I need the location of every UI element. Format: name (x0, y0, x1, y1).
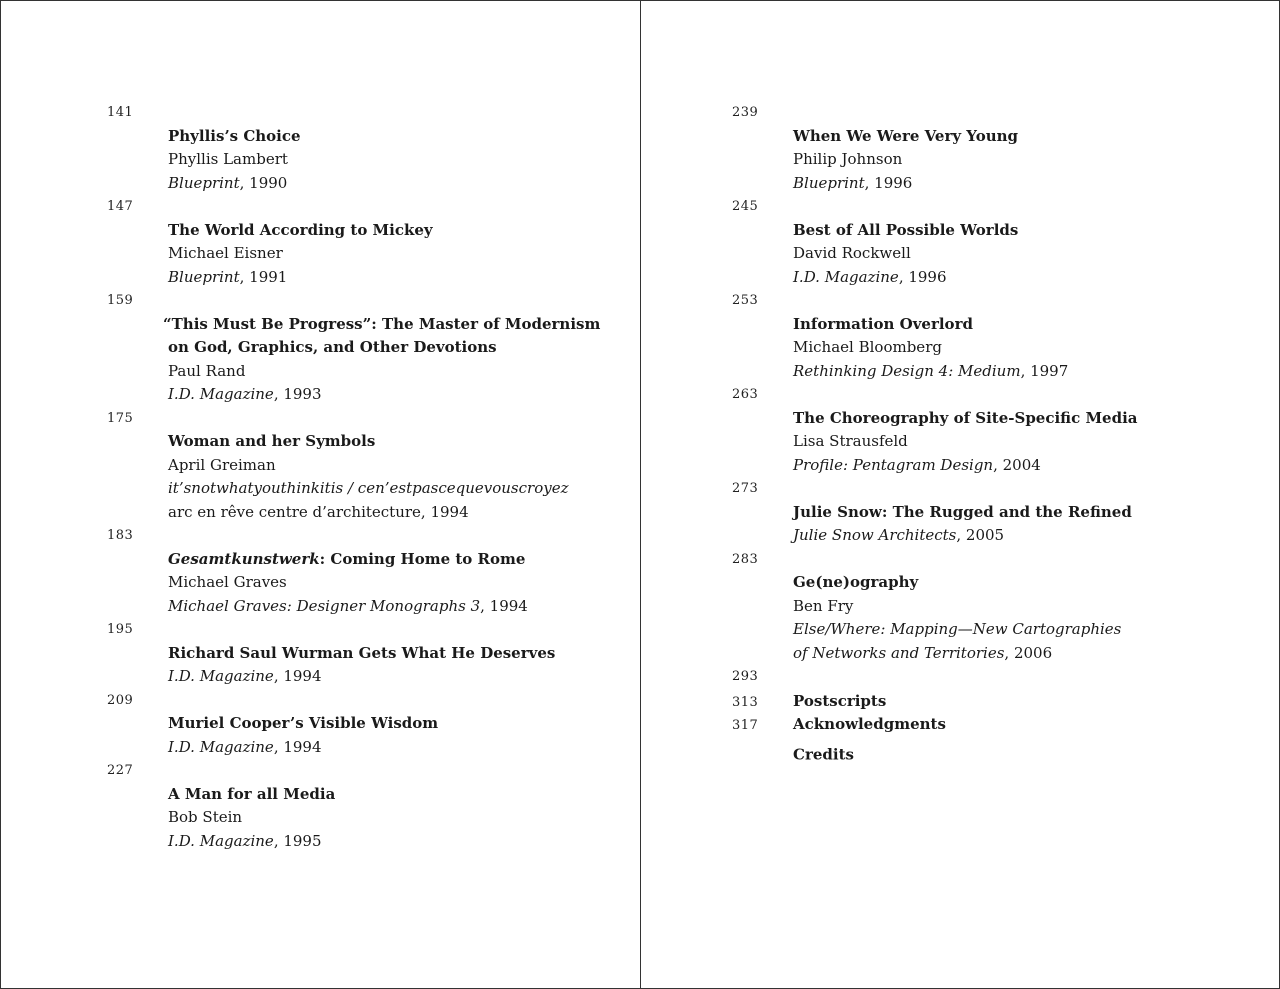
entry-publication (793, 360, 1138, 384)
entry-publication (168, 736, 600, 760)
publication-year: , 1991 (239, 267, 288, 286)
entry-publication-line-2 (793, 642, 1138, 666)
entry-author: Michael Bloomberg (793, 338, 942, 356)
entry-title (168, 548, 600, 572)
publication-name: Profile: Pentagram Design (793, 455, 994, 474)
toc-entry (107, 618, 600, 689)
publication-name-line-2: of Networks and Territories (793, 643, 1005, 662)
entry-title: Credits (793, 745, 854, 763)
page-number: 195 (107, 622, 134, 637)
entry-author: Michael Graves (168, 573, 287, 591)
entry-author: Michael Eisner (168, 244, 283, 262)
publication-name: Julie Snow Architects (793, 526, 957, 544)
toc-entry (107, 289, 600, 407)
publication-year: , 1995 (273, 831, 322, 850)
publication-year: , 1994 (480, 596, 528, 615)
entry-publication-line-2: arc en rêve centre d’architecture, 1994 (168, 502, 469, 521)
entry-publication (793, 524, 1138, 548)
page-number: 293 (732, 669, 759, 684)
publication-name: Else/Where: Mapping—New Cartographies (793, 620, 1122, 638)
toc-entry (107, 195, 600, 289)
publication-year: , 2004 (993, 455, 1041, 474)
publication-name: I.D. Magazine (168, 831, 274, 850)
page-gutter (640, 1, 641, 988)
toc-entry (732, 477, 1138, 548)
entry-publication (793, 266, 1138, 290)
page-number-empty (732, 736, 793, 760)
entry-author: Lisa Strausfeld (793, 432, 908, 450)
publication-year: , 1994 (273, 737, 322, 756)
page-number: 283 (732, 551, 759, 567)
toc-entry (107, 689, 600, 760)
publication-name: it’snotwhatyouthinkitis / cen’estpascequevouscroyez (168, 479, 569, 497)
publication-name: Blueprint (793, 173, 865, 192)
publication-year: , 2005 (956, 526, 1005, 544)
toc-entry (107, 101, 600, 195)
entry-title: Information Overlord (793, 314, 973, 333)
publication-year: , 2006 (1004, 643, 1053, 662)
entry-publication (168, 595, 600, 619)
entry-title: Acknowledgments (793, 715, 946, 733)
publication-name: Rethinking Design 4: Medium (793, 361, 1021, 380)
toc-entry-postscripts (732, 689, 1138, 713)
entry-publication (793, 618, 1138, 642)
entry-publication (793, 172, 1138, 196)
left-page (107, 101, 600, 853)
entry-title-italic: Gesamtkunstwerk (168, 549, 320, 568)
entry-author: April Greiman (168, 455, 276, 474)
page-number: 263 (732, 387, 759, 402)
page-number: 159 (107, 293, 134, 308)
entry-title: Muriel Cooper’s Visible Wisdom (168, 714, 439, 732)
entry-author: Bob Stein (168, 808, 243, 826)
toc-entry-credits (732, 736, 1138, 763)
entry-title: Ge(ne)ography (793, 573, 919, 591)
page-number: 239 (732, 105, 759, 120)
page-number: 317 (732, 718, 759, 733)
entry-publication (793, 454, 1138, 478)
publication-name: Michael Graves: Designer Monographs 3 (168, 596, 481, 615)
publication-name: Blueprint (168, 173, 240, 192)
entry-author: Philip Johnson (793, 150, 903, 168)
page-number: 141 (107, 105, 134, 120)
publication-year: , 1994 (273, 667, 322, 685)
page-number: 183 (107, 528, 134, 543)
entry-title: Julie Snow: The Rugged and the Refined (793, 502, 1132, 521)
publication-name: I.D. Magazine (168, 737, 274, 756)
entry-author: David Rockwell (793, 244, 911, 262)
toc-entry (732, 548, 1138, 666)
entry-title: The Choreography of Site-Specific Media (793, 408, 1138, 427)
entry-title: Woman and her Symbols (168, 432, 376, 450)
publication-year: , 1996 (898, 267, 947, 286)
entry-title: When We Were Very Young (793, 126, 1018, 145)
entry-title-rest: : Coming Home to Rome (319, 549, 526, 568)
page-number: 273 (732, 481, 759, 496)
publication-name: I.D. Magazine (168, 385, 274, 403)
entry-title-line-2: on God, Graphics, and Other Devotions (168, 338, 497, 356)
entry-title: Phyllis’s Choice (168, 126, 301, 145)
toc-entry (732, 195, 1138, 289)
entry-publication (168, 172, 600, 196)
right-page (732, 101, 1138, 763)
entry-title: Postscripts (793, 691, 887, 710)
entry-title: Richard Saul Wurman Gets What He Deserves (168, 643, 556, 662)
toc-entry (732, 289, 1138, 383)
entry-author: Paul Rand (168, 361, 246, 380)
publication-name: I.D. Magazine (793, 267, 899, 286)
page-number: 227 (107, 763, 134, 778)
toc-entry (732, 101, 1138, 195)
page-number: 313 (732, 694, 759, 710)
publication-year: , 1993 (273, 385, 322, 403)
entry-title: The World According to Mickey (168, 220, 433, 239)
entry-author: Phyllis Lambert (168, 150, 288, 168)
publication-year: , 1996 (864, 173, 913, 192)
entry-author: Ben Fry (793, 596, 854, 615)
entry-title (163, 313, 601, 337)
entry-title-line-1: “This Must Be Progress”: The Master of Modernism (163, 314, 601, 333)
publication-name: Blueprint (168, 267, 240, 286)
publication-name: I.D. Magazine (168, 667, 274, 685)
publication-year: , 1990 (239, 173, 288, 192)
entry-publication (168, 477, 600, 501)
toc-entry (107, 759, 600, 853)
page-number: 253 (732, 293, 759, 308)
toc-entry (732, 383, 1138, 477)
publication-year: , 1997 (1020, 361, 1069, 380)
entry-publication (168, 665, 600, 689)
entry-title: Best of All Possible Worlds (793, 220, 1019, 239)
page-number: 147 (107, 199, 134, 214)
entry-title: A Man for all Media (168, 784, 336, 803)
page-number: 175 (107, 410, 134, 426)
toc-entry-acknowledgments (732, 712, 1138, 736)
entry-publication (168, 266, 600, 290)
page-number: 245 (732, 199, 759, 214)
entry-publication (168, 830, 600, 854)
entry-publication (168, 383, 600, 407)
toc-entry (107, 407, 600, 525)
page-number: 209 (107, 692, 134, 708)
toc-entry (107, 524, 600, 618)
